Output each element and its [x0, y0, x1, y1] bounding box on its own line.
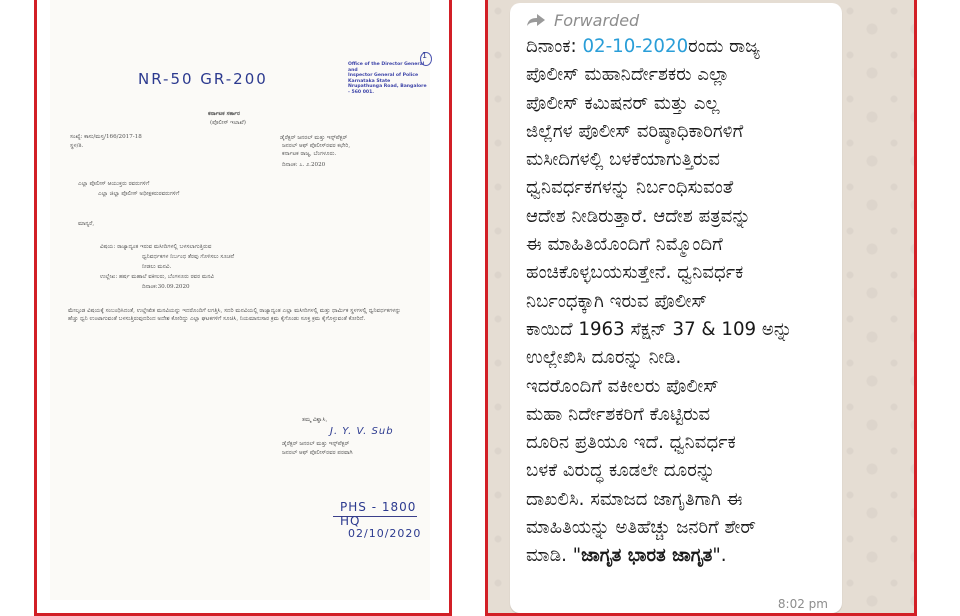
letter-ref-number-2: ಸ್ಥಳ/ತಿ.: [70, 143, 84, 149]
handwritten-dispatch-number: PHS - 1800 HQ: [340, 500, 417, 528]
message-text: [526, 33, 838, 571]
handwritten-reference: NR-50 GR-200: [138, 70, 268, 88]
forward-arrow-icon: [526, 13, 546, 27]
message-line: ಮಾಹಿತಿಯನ್ನು ಅತಿಹೆಚ್ಚು ಜನರಿಗೆ ಶೇರ್: [526, 517, 756, 539]
message-line: ಪೊಲೀಸ್ ಕಮಿಷನರ್ ಮತ್ತು ಎಲ್ಲ: [526, 92, 720, 114]
message-timestamp: 8:02 pm: [777, 597, 828, 611]
date-link[interactable]: 02-10-2020: [582, 36, 689, 57]
forwarded-label: Forwarded: [554, 10, 640, 30]
message-line: ಜಿಲ್ಲೆಗಳ ಪೊಲೀಸ್ ವರಿಷ್ಠಾಧಿಕಾರಿಗಳಿಗೆ: [526, 120, 744, 142]
signatory-line-2: ಜನರಲ್ ಆಫ್ ಪೊಲೀಸ್‌ರವರ ಪರವಾಗಿ: [282, 450, 353, 456]
signatory-line-1: ಡೈರೆಕ್ಟರ್ ಜನರಲ್ ಮತ್ತು ಇನ್ಸ್‌ಪೆಕ್ಟರ್: [282, 441, 350, 447]
message-line: ನಿರ್ಬಂಧಕ್ಕಾಗಿ ಇರುವ ಪೊಲೀಸ್: [526, 290, 708, 312]
reference-line-1: ಉಲ್ಲೇಖ: ಹರ್ಷ ಮಹಾಲೆ ವಕೀಲರು, ಬೆಂಗಳೂರು ರವರ ಮನವಿ: [100, 274, 214, 280]
reference-line-2: ದಿನಾಂಕ:30.09.2020: [142, 284, 190, 290]
message-line: ಈ ಮಾಹಿತಿಯೊಂದಿಗೆ ನಿಮ್ಮೊಂದಿಗೆ: [526, 234, 723, 256]
message-line: ಧ್ವನಿವರ್ಧಕಗಳನ್ನು ನಿರ್ಬಂಧಿಸುವಂತೆ: [526, 177, 734, 199]
message-line: ಇದರೊಂದಿಗೆ ವಕೀಲರು ಪೊಲೀಸ್: [526, 375, 719, 397]
from-line-1: ಡೈರೆಕ್ಟರ್ ಜನರಲ್ ಮತ್ತು ಇನ್ಸ್‌ಪೆಕ್ಟರ್: [280, 135, 348, 141]
from-line-2: ಜನರಲ್ ಆಫ್ ಪೊಲೀಸ್‌ರವರ ಕಛೇರಿ,: [282, 143, 351, 149]
message-line: ಮಾಡಿ. "ಜಾಗೃತ ಭಾರತ ಜಾಗೃತ".: [526, 545, 727, 567]
to-line-2: ಎಲ್ಲಾ ಜಿಲ್ಲಾ ಪೊಲೀಸ್ ಅಧೀಕ್ಷಕರುರವರುಗಳಿಗೆ: [98, 191, 180, 197]
letter-body: ಮೇಲ್ಕಂಡ ವಿಷಯಕ್ಕೆ ಸಂಬಂಧಿಸಿದಂತೆ, ಉಲ್ಲೇಖಿತ ಮನವಿಯನ್ನು ಇದರೊಂದಿಗೆ ಲಗತ್ತಿಸಿ, ಸದರಿ ಮನವಿಯಲ್ಲಿ ರಾಜ್ಯಾದ್ಯಂತ ಎಲ್ಲಾ ಮಸೀದಿಗಳಲ್ಲಿ ಮತ್ತು ಧಾರ್ಮಿಕ ಸ್ಥಳಗಳಲ್ಲಿ ಧ್ವನಿವರ್ಧಕಗಳನ್ನು ಹೆಚ್ಚು ಧ್ವನಿ ಉಂಟಾಗುವಂತೆ ಬಳಸುತ್ತಿರುವುದರಿಂದ ಅದೇಶ ಕೋರಿದ್ದು ಎಲ್ಲಾ ಘಟಕಗಳಿಗೆ ಸೂಚಿಸಿ, ನಿಯಮಾನುಸಾರ ಕ್ರಮ ಕೈಗೊಂಡು ಸೂಕ್ತ ಕ್ರಮ ಕೈಗೊಳ್ಳುವಂತೆ ಕೋರಿದೆ.: [68, 308, 401, 322]
closing: ತಮ್ಮ ವಿಶ್ವಾಸಿ,: [302, 417, 328, 423]
subject-line-2: ಧ್ವನಿವರ್ಧಕಗಳ ನಿರ್ಬಂಧ ತೆರವು ಗೊಳಿಸಲು ಸೂಚನೆ: [142, 254, 235, 260]
message-line: ಆದೇಶ ನೀಡಿರುತ್ತಾರೆ. ಆದೇಶ ಪತ್ರವನ್ನು: [526, 205, 751, 227]
message-line: ಬಳಕೆ ವಿರುದ್ಧ ಕೂಡಲೇ ದೂರನ್ನು: [526, 460, 716, 482]
scanned-letter: [50, 0, 430, 600]
subject-line-3: ನೀಡಲು ಮನವಿ.: [142, 264, 172, 270]
subject-line-1: ವಿಷಯ: ರಾಜ್ಯಾದ್ಯಂತ ಇರುವ ಮಸೀದಿಗಳಲ್ಲಿ ಬಳಸಲಾಗುತ್ತಿರುವ: [100, 244, 212, 250]
message-line: ಮಹಾ ನಿರ್ದೇಶಕರಿಗೆ ಕೊಟ್ಟಿರುವ: [526, 403, 711, 425]
salutation: ಮಾನ್ಯರೆ,: [78, 221, 95, 227]
message-line: ದಿನಾಂಕ: 02-10-2020ರಂದು ರಾಜ್ಯ: [526, 36, 760, 57]
message-line: ಹಂಚಿಕೊಳ್ಳಬಯಸುತ್ತೇನೆ. ಧ್ವನಿವರ್ಧಕ: [526, 262, 744, 284]
letter-date: ದಿನಾಂಕ: ೭. ೨.2020: [282, 162, 326, 168]
handwritten-date: 02/10/2020: [348, 527, 422, 540]
message-bubble[interactable]: [510, 3, 842, 613]
message-line: ಕಾಯಿದೆ 1963 ಸೆಕ್ಷನ್ 37 & 109 ಅನ್ನು: [526, 318, 793, 340]
message-line: ಪೊಲೀಸ್ ಮಹಾನಿರ್ದೇಶಕರು ಎಲ್ಲಾ: [526, 64, 730, 86]
bold-slogan: ಜಾಗೃತ ಭಾರತ ಜಾಗೃತ: [581, 545, 713, 567]
message-line: ಉಲ್ಲೇಖಿಸಿ ದೂರನ್ನು ನೀಡಿ.: [526, 347, 682, 369]
message-line: ದೂರಿನ ಪ್ರತಿಯೂ ಇದೆ. ಧ್ವನಿವರ್ಧಕ: [526, 432, 736, 454]
office-stamp: Office of the Director General and Inspector General of Police Karnataka State Nrupathunga Road, Bangalore - 560 001.: [348, 62, 427, 95]
message-line: ಮಸೀದಿಗಳಲ್ಲಿ ಬಳಕೆಯಾಗುತ್ತಿರುವ: [526, 149, 721, 171]
letter-ref-number: ಸಂಖ್ಯೆ: ಕಾಸು/ಮಸ್ತ/166/2017-18: [70, 134, 142, 140]
from-line-3: ಕರ್ನಾಟಕ ರಾಜ್ಯ, ಬೆಂಗಳೂರು.: [282, 151, 337, 157]
right-image-frame: [485, 0, 917, 616]
forwarded-row: [526, 9, 639, 31]
letter-subtitle: (ಪೊಲೀಸ್ ಇಲಾಖೆ): [210, 120, 246, 126]
message-line: ದಾಖಲಿಸಿ. ಸಮಾಜದ ಜಾಗೃತಿಗಾಗಿ ಈ: [526, 488, 743, 510]
handwritten-circle-number: 1: [422, 51, 428, 60]
to-line-1: ಎಲ್ಲಾ ಪೊಲೀಸ್ ಆಯುಕ್ತರು ರವರುಗಳಿಗೆ: [78, 181, 150, 187]
letter-title: ಕರ್ನಾಟಕ ಸರ್ಕಾರ: [208, 111, 240, 117]
signature: J. Y. V. Sub: [330, 426, 394, 437]
